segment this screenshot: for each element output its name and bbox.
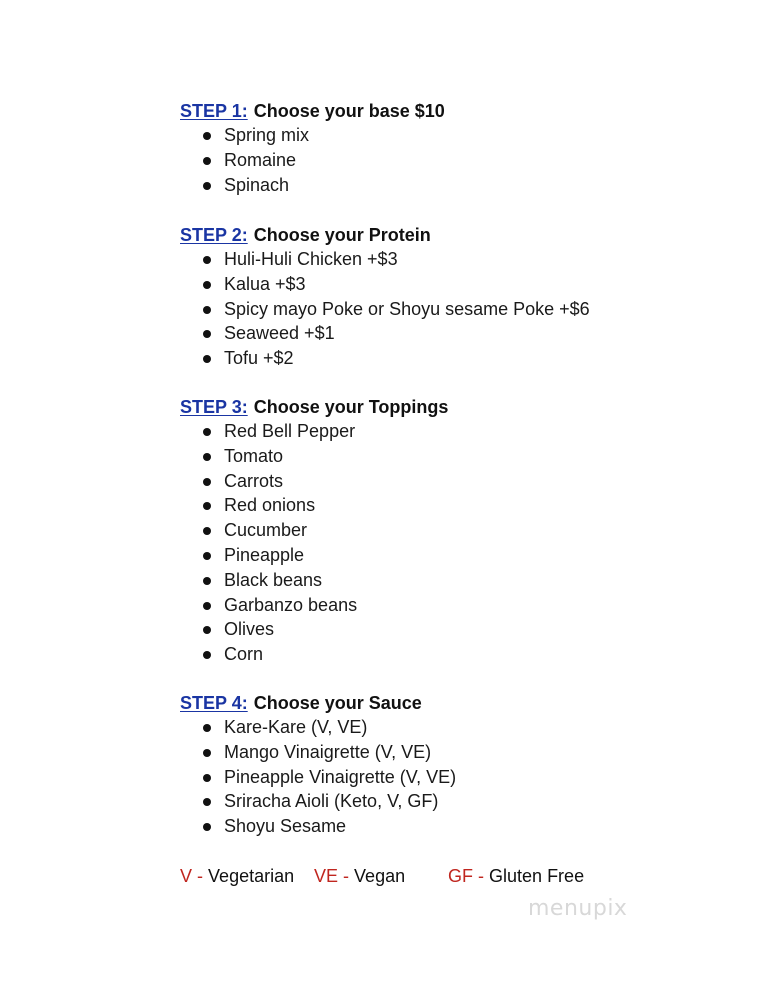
list-item: Tofu +$2 bbox=[180, 346, 590, 371]
legend-gluten-free: GF - Gluten Free bbox=[448, 866, 585, 886]
list-item: Olives bbox=[180, 617, 448, 642]
list-item: Shoyu Sesame bbox=[180, 814, 456, 839]
list-item: Spring mix bbox=[180, 123, 445, 148]
list-item: Pineapple Vinaigrette (V, VE) bbox=[180, 765, 456, 790]
list-item: Kare-Kare (V, VE) bbox=[180, 715, 456, 740]
list-item: Seaweed +$1 bbox=[180, 321, 590, 346]
list-item: Red Bell Pepper bbox=[180, 419, 448, 444]
legend-vegetarian: V - Vegetarian bbox=[180, 866, 295, 886]
list-item: Cucumber bbox=[180, 518, 448, 543]
step-1-section bbox=[180, 99, 445, 197]
step-1-title: Choose your base $10 bbox=[253, 101, 445, 121]
step-3-label[interactable]: STEP 3: bbox=[180, 397, 248, 417]
list-item: Sriracha Aioli (Keto, V, GF) bbox=[180, 789, 456, 814]
step-3-title: Choose your Toppings bbox=[253, 397, 449, 417]
step-4-heading bbox=[180, 691, 456, 715]
list-item: Spinach bbox=[180, 173, 445, 198]
step-2-title: Choose your Protein bbox=[253, 225, 431, 245]
step-4-title: Choose your Sauce bbox=[253, 693, 422, 713]
step-2-label[interactable]: STEP 2: bbox=[180, 225, 248, 245]
step-2-section bbox=[180, 223, 590, 371]
step-4-label[interactable]: STEP 4: bbox=[180, 693, 248, 713]
list-item: Mango Vinaigrette (V, VE) bbox=[180, 740, 456, 765]
toppings-options-list bbox=[180, 419, 448, 667]
list-item: Red onions bbox=[180, 493, 448, 518]
list-item: Garbanzo beans bbox=[180, 593, 448, 618]
step-1-heading bbox=[180, 99, 445, 123]
list-item: Carrots bbox=[180, 469, 448, 494]
list-item: Pineapple bbox=[180, 543, 448, 568]
list-item: Black beans bbox=[180, 568, 448, 593]
protein-options-list bbox=[180, 247, 590, 371]
legend-vegan: VE - Vegan bbox=[314, 866, 406, 886]
menupix-watermark: menupix bbox=[528, 896, 628, 921]
list-item: Huli-Huli Chicken +$3 bbox=[180, 247, 590, 272]
step-3-section bbox=[180, 395, 448, 667]
list-item: Kalua +$3 bbox=[180, 272, 590, 297]
list-item: Romaine bbox=[180, 148, 445, 173]
sauce-options-list bbox=[180, 715, 456, 839]
step-2-heading bbox=[180, 223, 590, 247]
base-options-list bbox=[180, 123, 445, 197]
list-item: Spicy mayo Poke or Shoyu sesame Poke +$6 bbox=[180, 297, 590, 322]
list-item: Corn bbox=[180, 642, 448, 667]
step-4-section bbox=[180, 691, 456, 839]
step-3-heading bbox=[180, 395, 448, 419]
list-item: Tomato bbox=[180, 444, 448, 469]
step-1-label[interactable]: STEP 1: bbox=[180, 101, 248, 121]
